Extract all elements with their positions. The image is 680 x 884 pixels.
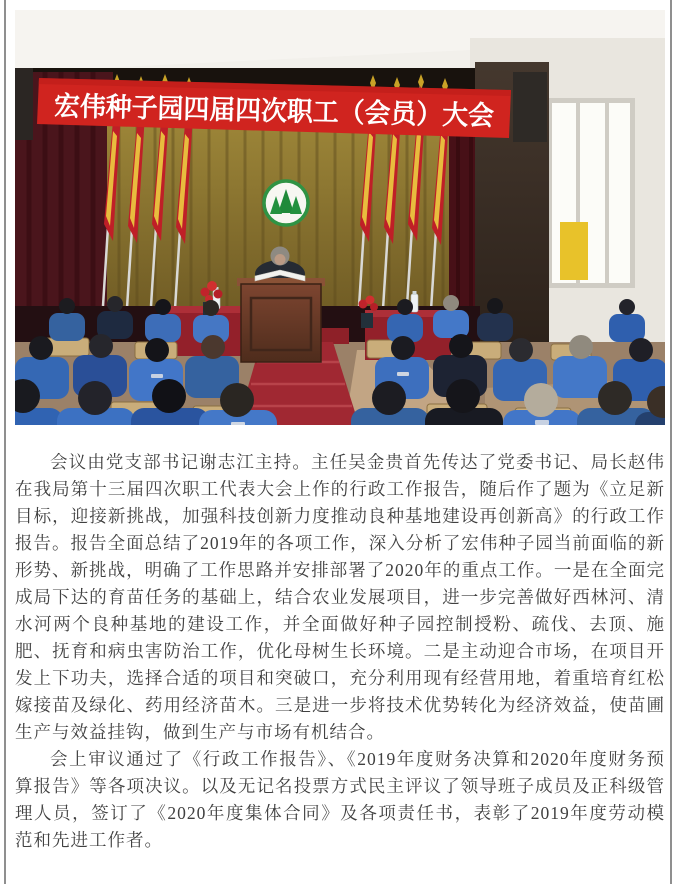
speaker-box-right	[513, 72, 547, 142]
forestry-trees-emblem	[264, 181, 308, 225]
paragraph-2: 会上审议通过了《行政工作报告》、《2019年度财务决算和2020年度财务预算报告》等各项决议。以及无记名投票方式民主评议了领导班子成员及正科级管理人员，签订了《2020年度集体合同》及各项责任书，表彰了2019年度劳动模范和先进工作者。	[15, 749, 665, 850]
article-body	[15, 449, 665, 854]
banner-text: 宏伟种子园四届四次职工（会员）大会	[53, 91, 514, 132]
window	[547, 98, 635, 288]
document-page	[4, 0, 672, 884]
right-curtain	[449, 118, 479, 318]
meeting-photo	[6, 0, 670, 425]
paragraph-1: 会议由党支部书记谢志江主持。主任吴金贵首先传达了党委书记、局长赵伟在我局第十三届四次职工代表大会上作的行政工作报告，随后作了题为《立足新目标，迎接新挑战，加强科技创新力度推动良种基地建设再创新高》的行政工作报告。报告全面总结了2019年的各项工作，深入分析了宏伟种子园当前面临的新形势、新挑战，明确了工作思路并安排部署了2020年的重点工作。一是在全面完成局下达的育苗任务的基础上，结合农业发展项目，进一步完善做好西林河、清水河两个良种基地的建设工作，并全面做好种子园控制授粉、疏伐、去顶、施肥、抚育和病虫害防治工作，优化母树生长环境。二是主动迎合市场，在项目开发上下功夫，选择合适的项目和突破口，充分利用现有经营用地，着重培育红松嫁接苗及绿化、药用经济苗木。三是进一步将技术优势转化为经济效益，使苗圃生产与效益挂钩，做到生产与市场有机结合。	[15, 452, 665, 742]
speaker-box-left	[15, 68, 33, 140]
podium	[237, 270, 325, 362]
